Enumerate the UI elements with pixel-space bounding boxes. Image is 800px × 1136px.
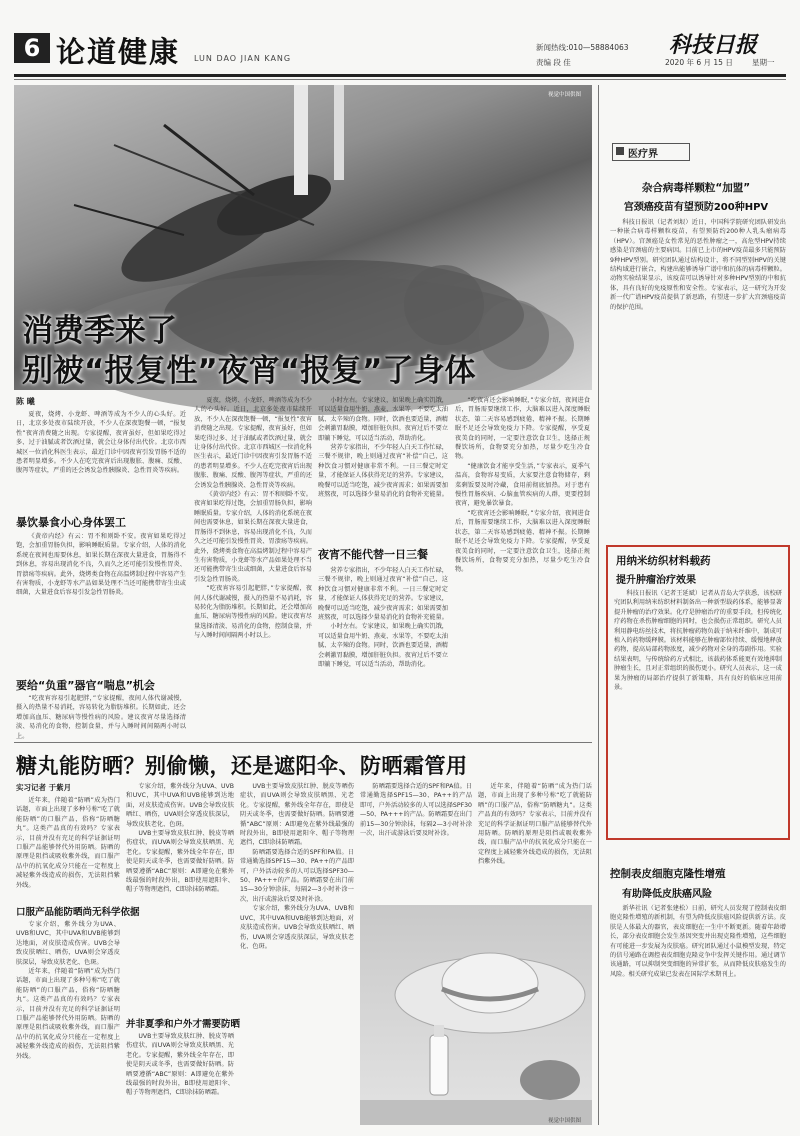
med-h2-line2: 提升肿瘤治疗效果 (616, 575, 696, 586)
med-h3-line2: 有助降低皮肤癌风险 (622, 889, 712, 900)
sunscreen-col-5: 近年来，伴随着“防晒”成为热门话题，市面上出现了多种号称“吃了就能防晒”的口服产品，俗称“防晒糖丸”。这类产品真的有效吗？专家表示，目前并没有充足的科学证据证明口服产品能够替代外用防晒。防晒的原理是阻挡或吸收紫外线，而口服产品中的抗氧化成分只能在一定程度上减轻紫外线造成的损伤，无法阻挡紫外线。 (478, 783, 592, 866)
medical-label-marker (616, 147, 624, 155)
masthead (14, 28, 786, 73)
lead-sub-2: 要给“负重”器官“喘息”机会 (16, 679, 155, 692)
sunscreen-byline: 实习记者 于紫月 (16, 783, 72, 792)
med-h2-line1: 用纳米纺织材料载药 (616, 555, 711, 567)
right-col-divider (598, 85, 599, 1125)
sunscreen-sub-2: 并非夏季和户外才需要防晒 (126, 1019, 241, 1030)
med-h2-body: 科技日报讯（记者王延斌）记者从青岛大学获悉，该校研究团队利用纳米纺织材料制备出一种新型载药体系，能够显著提升肿瘤的治疗效果。化疗是肿瘤治疗的重要手段，但传统化疗药物在杀伤肿瘤细胞的同时，也会损伤正常组织。研究人员利用静电纺丝技术，将抗肿瘤药物负载于纳米纤维中，制成可植入的药物缓释膜。该材料能够在肿瘤部位持续、缓慢地释放药物，提高局部药物浓度，减少药物对全身的毒副作用。实验结果表明，与传统给药方式相比，该载药体系能更有效地抑制肿瘤生长，且对正常组织的损伤更小。研究人员表示，这一成果为肿瘤的局部治疗提供了新策略，具有良好的临床应用前景。 (614, 590, 782, 692)
sunscreen-photo-credit: 视觉中国供图 (548, 1118, 582, 1124)
issue-date: 2020 年 6 月 15 日 (665, 58, 733, 67)
page-number: 6 (23, 34, 41, 62)
section-title: 论道健康 (56, 35, 181, 69)
med-h1-line2: 宫颈癌疫苗有望预防200种HPV (623, 202, 769, 213)
sunscreen-col-4: 防晒霜要选择合适的SPF和PA值。日常通勤选择SPF15—30、PA++的产品即可，户外活动较多的人可以选择SPF30—50、PA+++的产品。防晒霜要在出门前15—30分钟涂抹，每隔2—3小时补涂一次，出汗或游泳后要及时补涂。 (360, 783, 472, 838)
med-h3-body: 新华社讯（记者张建松）日前，研究人员发现了控制表皮细胞克隆性增殖的新机制，有望为降低皮肤癌风险提供新方法。皮肤是人体最大的器官，表皮细胞在一生中不断更新。随着年龄增长，部分表皮细胞会发生基因突变并出现克隆性增殖，这些细胞有可能进一步发展为皮肤癌。研究团队通过小鼠模型发现，特定的信号通路在调控表皮细胞克隆竞争中发挥关键作用。通过调节该通路，可以抑制突变细胞的异常扩张，从而降低皮肤癌发生的风险。相关研究成果已发表在国际学术期刊上。 (610, 905, 786, 978)
lead-divider (14, 742, 592, 743)
med-h1-line1: 杂合病毒样颗粒“加盟” (641, 182, 751, 194)
masthead-rule (14, 74, 786, 77)
lead-byline: 陈 曦 (16, 397, 35, 406)
sunscreen-col-3: UVB主要导致皮肤红肿、脱皮等晒伤症状，而UVA则会导致皮肤晒黑、光老化。专家提醒，紫外线全年存在，即使是阴天或冬季，也需要做好防晒。防晒要遵循“ABC”原则：A即避免在紫外线最强的时段外出，B即使用遮阳伞、帽子等物理遮挡，C即涂抹防晒霜。 防晒霜要选择合适的SPF和PA值。日常通勤选择SPF15—30、PA++的产品即可，户外活动较多的人可以选择SPF30—50、PA+++的产品。防晒霜要在出门前15—30分钟涂抹，每隔2—3小时补涂一次，出汗或游泳后要及时补涂。 专家介绍，紫外线分为UVA、UVB和UVC，其中UVA和UVB能够到达地面，对皮肤造成伤害。UVB会导致皮肤晒红、晒伤，UVA则会穿透皮肤深层，导致皮肤老化、色斑。 (240, 783, 354, 950)
lead-col-3b: 营养专家指出，不少年轻人白天工作忙碌，三餐不规律，晚上则通过夜宵“补偿”自己，这种饮食习惯对健康非常不利。一日三餐定时定量，才能保证人体获得充足的营养。专家建议，晚餐可以适当吃饱，减少夜宵需求；如果需要加班熬夜，可以选择少量易消化的食物补充能量。 小时左右。专家建议，如果晚上确实饥饿，可以适量食用牛奶、燕麦、水果等，不要吃太油腻、太辛辣的食物。同时，饮酒也要适量，酒精会刺激胃黏膜，增加肝脏负担。夜宵过后不要立即躺下睡觉，可以适当活动，帮助消化。 (318, 567, 448, 669)
sunscreen-col-2: 专家介绍，紫外线分为UVA、UVB和UVC，其中UVA和UVB能够到达地面，对皮肤造成伤害。UVB会导致皮肤晒红、晒伤，UVA则会穿透皮肤深层，导致皮肤老化、色斑。 UVB主要导致皮肤红肿、脱皮等晒伤症状，而UVA则会导致皮肤晒黑、光老化。专家提醒，紫外线全年存在，即使是阴天或冬季，也需要做好防晒。防晒要遵循“ABC”原则：A即避免在紫外线最强的时段外出，B即使用遮阳伞、帽子等物理遮挡，C即涂抹防晒霜。 (126, 783, 234, 894)
lead-col-3: 小时左右。专家建议，如果晚上确实饥饿，可以适量食用牛奶、燕麦、水果等，不要吃太油腻、太辛辣的食物。同时，饮酒也要适量，酒精会刺激胃黏膜，增加肝脏负担。夜宵过后不要立即躺下睡觉，可以适当活动，帮助消化。 营养专家指出，不少年轻人白天工作忙碌，三餐不规律，晚上则通过夜宵“补偿”自己，这种饮食习惯对健康非常不利。一日三餐定时定量，才能保证人体获得充足的营养。专家建议，晚餐可以适当吃饱，减少夜宵需求；如果需要加班熬夜，可以选择少量易消化的食物补充能量。 (318, 397, 448, 499)
lead-col-1b: 《黄帝内经》有云：胃不和则卧不安。夜宵如果吃得过饱，会加重胃肠负担，影响睡眠质量。专家介绍，人体的消化系统在夜间也需要休息，如果长期在深夜大量进食，胃肠得不到休息，容易出现消化不良，久而久之还可能引发慢性胃炎、胃溃疡等疾病。此外，烧烤类食物在高温烤制过程中容易产生有害物质，小龙虾等水产品如果处理不当还可能携带寄生虫或细菌，大量进食后容易引发急性胃肠炎。 (16, 533, 186, 597)
sunscreen-photo (360, 905, 592, 1125)
med-h2-box (606, 545, 790, 840)
lead-photo-credit: 视觉中国供图 (548, 92, 582, 98)
lead-col-2: 夏夜，烧烤、小龙虾、啤酒等成为不少人的心头好。近日，北京多处夜市陆续开放，不少人在深夜饱餐一顿，“报复性”夜宵消费随之出现。专家提醒，夜宵虽好，但如果吃得过多、过于油腻或者饮酒过量，就会让身体付出代价。北京市西城区一位消化科医生表示，最近门诊中因夜宵引发胃肠不适的患者明显增多。不少人在吃完夜宵后出现腹胀、腹痛、反酸、腹泻等症状，严重的还会诱发急性胰腺炎、急性胃炎等疾病。 《黄帝内经》有云：胃不和则卧不安。夜宵如果吃得过饱，会加重胃肠负担，影响睡眠质量。专家介绍，人体的消化系统在夜间也需要休息，如果长期在深夜大量进食，胃肠得不到休息，容易出现消化不良，久而久之还可能引发慢性胃炎、胃溃疡等疾病。此外，烧烤类食物在高温烤制过程中容易产生有害物质，小龙虾等水产品如果处理不当还可能携带寄生虫或细菌，大量进食后容易引发急性胃肠炎。 “吃夜宵容易引起肥胖，”专家提醒，夜间人体代谢减慢，摄入的热量不易消耗，容易转化为脂肪堆积。长期如此，还会增加高血压、糖尿病等慢性病的风险。建议夜宵尽量选择清淡、易消化的食物，控制食量，并与入睡时间间隔两小时以上。 (194, 397, 312, 640)
hotline: 新闻热线:010—58884063 (536, 43, 629, 52)
lead-sub-3: 夜宵不能代替一日三餐 (318, 548, 428, 561)
paper-name: 科技日报 (669, 32, 758, 58)
page-number-box (14, 33, 50, 63)
sunscreen-sub-1: 口服产品能防晒尚无科学依据 (16, 907, 140, 918)
sunscreen-headline: 糖丸能防晒？别偷懒，还是遮阳伞、防晒霜管用 (16, 754, 468, 778)
lead-col-4: “吃夜宵还会影响睡眠，”专家介绍，夜间进食后，胃肠需要继续工作，大脑难以进入深度睡眠状态，第二天容易感到疲倦、精神不振。长期睡眠不足还会导致免疫力下降。专家提醒，享受夏夜美食的同时，一定要注意饮食卫生，选择正规餐饮场所，食物要充分加热，尽量少吃生冷食物。 “健康饮食才能享受生活，”专家表示，夏季气温高，食物容易变质，大家要注意食物储存，剩菜剩饭要及时冷藏，食用前彻底加热。对于患有慢性胃肠疾病、心脑血管疾病的人群，更要控制夜宵，避免暴饮暴食。 “吃夜宵还会影响睡眠，”专家介绍，夜间进食后，胃肠需要继续工作，大脑难以进入深度睡眠状态，第二天容易感到疲倦、精神不振。长期睡眠不足还会导致免疫力下降。专家提醒，享受夏夜美食的同时，一定要注意饮食卫生，选择正规餐饮场所，食物要充分加热，尽量少吃生冷食物。 (455, 397, 590, 574)
sunscreen-col-1b: 专家介绍，紫外线分为UVA、UVB和UVC，其中UVA和UVB能够到达地面，对皮肤造成伤害。UVB会导致皮肤晒红、晒伤，UVA则会穿透皮肤深层，导致皮肤老化、色斑。 近年来，伴随着“防晒”成为热门话题，市面上出现了多种号称“吃了就能防晒”的口服产品，俗称“防晒糖丸”。这类产品真的有效吗？专家表示，目前并没有充足的科学证据证明口服产品能够替代外用防晒。防晒的原理是阻挡或吸收紫外线，而口服产品中的抗氧化成分只能在一定程度上减轻紫外线造成的损伤，无法阻挡紫外线。 (16, 921, 120, 1060)
lead-col-1c: “吃夜宵容易引起肥胖，”专家提醒，夜间人体代谢减慢，摄入的热量不易消耗，容易转化为脂肪堆积。长期如此，还会增加高血压、糖尿病等慢性病的风险。建议夜宵尽量选择清淡、易消化的食物，控制食量，并与入睡时间间隔两小时以上。 (16, 695, 186, 740)
issue-weekday: 星期一 (752, 58, 775, 67)
editor: 责编 段 佳 (536, 58, 571, 67)
masthead-rule-thin (14, 79, 786, 80)
section-pinyin: LUN DAO JIAN KANG (194, 54, 292, 63)
med-h1-body: 科技日报讯（记者刘垠）近日，中国科学院研究团队研发出一种嵌合病毒样颗粒疫苗，有望预防约200种人乳头瘤病毒（HPV）。宫颈癌是女性常见的恶性肿瘤之一，高危型HPV持续感染是宫颈癌的主要病因。目前已上市的HPV疫苗最多只能预防9种HPV型别。研究团队通过结构设计，将不同型别HPV的关键结构域进行嵌合，构建出能够诱导广谱中和抗体的病毒样颗粒。动物实验结果显示，该疫苗可以诱导针对多种HPV型别的中和抗体，具有良好的免疫原性和安全性。专家表示，这一研究为开发新一代广谱HPV疫苗提供了新思路，有望进一步扩大宫颈癌疫苗的保护范围。 (610, 219, 786, 311)
medical-label: 医疗界 (628, 149, 658, 160)
lead-col-1: 夏夜，烧烤、小龙虾、啤酒等成为不少人的心头好。近日，北京多处夜市陆续开放，不少人在深夜饱餐一顿，“报复性”夜宵消费随之出现。专家提醒，夜宵虽好，但如果吃得过多、过于油腻或者饮酒过量，就会让身体付出代价。北京市西城区一位消化科医生表示，最近门诊中因夜宵引发胃肠不适的患者明显增多。不少人在吃完夜宵后出现腹胀、腹痛、反酸、腹泻等症状，严重的还会诱发急性胰腺炎、急性胃炎等疾病。 (16, 411, 186, 475)
lead-sub-1: 暴饮暴食小心身体罢工 (16, 516, 126, 529)
sunscreen-col-1: 近年来，伴随着“防晒”成为热门话题，市面上出现了多种号称“吃了就能防晒”的口服产品，俗称“防晒糖丸”。这类产品真的有效吗？专家表示，目前并没有充足的科学证据证明口服产品能够替代外用防晒。防晒的原理是阻挡或吸收紫外线，而口服产品中的抗氧化成分只能在一定程度上减轻紫外线造成的损伤，无法阻挡紫外线。 (16, 797, 120, 889)
lead-headline-1: 消费季来了 (22, 313, 177, 349)
med-h3-line1: 控制表皮细胞克隆性增殖 (610, 868, 726, 880)
medical-label-box (612, 143, 690, 161)
lead-headline-2: 别被“报复性”夜宵“报复”了身体 (22, 353, 476, 389)
sunscreen-col-2b: UVB主要导致皮肤红肿、脱皮等晒伤症状，而UVA则会导致皮肤晒黑、光老化。专家提醒，紫外线全年存在，即使是阴天或冬季，也需要做好防晒。防晒要遵循“ABC”原则：A即避免在紫外线最强的时段外出，B即使用遮阳伞、帽子等物理遮挡，C即涂抹防晒霜。 (126, 1033, 234, 1097)
beach-hat-illustration (360, 905, 592, 1125)
